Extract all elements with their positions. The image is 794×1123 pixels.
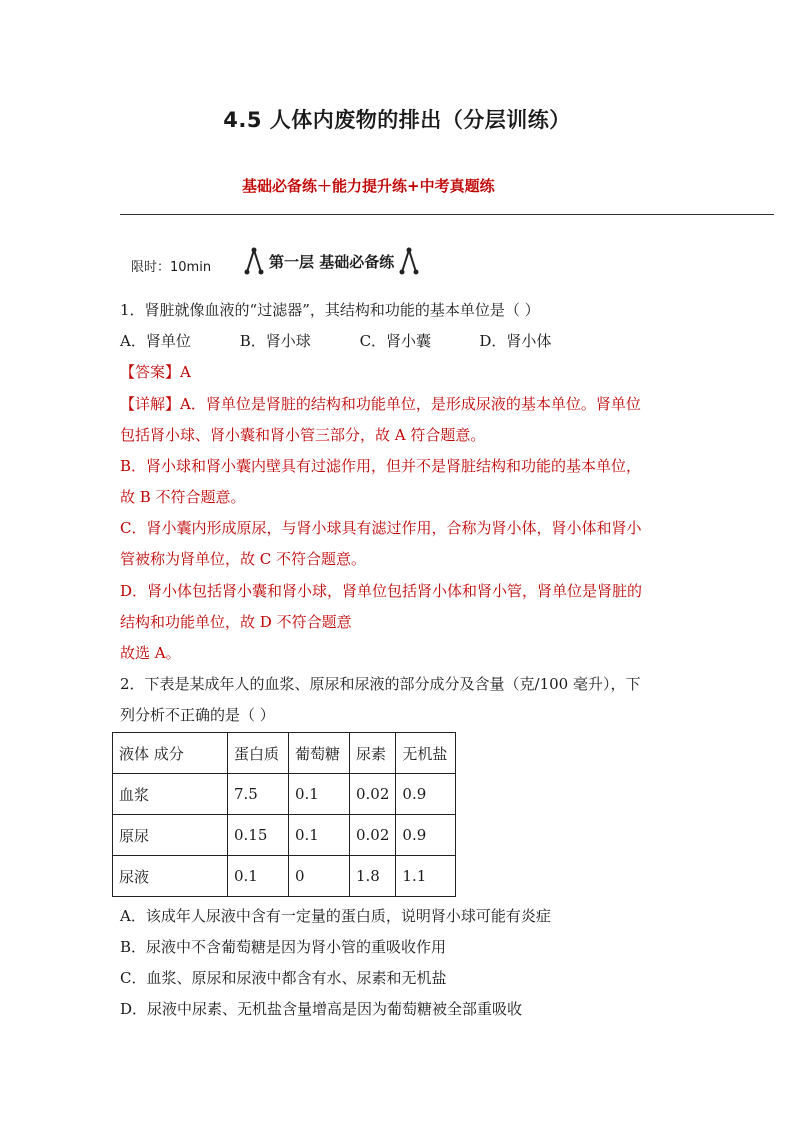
table-header-cell: 葡萄糖 [289,733,350,774]
table-row [113,815,456,856]
table-cell: 1.1 [396,856,456,897]
table-header-cell: 无机盐 [396,733,456,774]
table-cell: 0.02 [350,815,396,856]
table-row [113,856,456,897]
table-cell: 血浆 [113,774,228,815]
q1-answer: 【答案】A [120,363,191,381]
table-cell: 1.8 [350,856,396,897]
q1-option-d: D．肾小体 [479,332,552,350]
table-header-row [113,733,456,774]
q2-option-c: C．血浆、原尿和尿液中都含有水、尿素和无机盐 [120,969,447,987]
table-cell: 0 [289,856,350,897]
explain-line: 包括肾小球、肾小囊和肾小管三部分，故 A 符合题意。 [120,426,486,444]
q1-option-c: C．肾小囊 [359,332,432,350]
table-header-cell: 尿素 [350,733,396,774]
explain-line: B．肾小球和肾小囊内壁具有过滤作用，但并不是肾脏结构和功能的基本单位， [120,457,642,475]
explain-line: 结构和功能单位，故 D 不符合题意 [120,613,352,631]
table-cell: 0.1 [289,815,350,856]
table-header-cell: 液体 成分 [113,733,228,774]
explain-line: 管被称为肾单位，故 C 不符合题意。 [120,550,367,568]
page-title: 4.5 人体内废物的排出（分层训练） [223,108,571,132]
layer-banner [243,246,420,276]
q2-option-b: B．尿液中不含葡萄糖是因为肾小管的重吸收作用 [120,938,447,956]
q2-option-d: D．尿液中尿素、无机盐含量增高是因为葡萄糖被全部重吸收 [120,1000,523,1018]
table-cell: 尿液 [113,856,228,897]
explain-line: C．肾小囊内形成原尿，与肾小球具有滤过作用，合称为肾小体，肾小体和肾小 [120,519,642,537]
explain-line: 故选 A。 [120,644,181,662]
table-cell: 0.02 [350,774,396,815]
header-divider [120,214,774,215]
q1-option-a: A．肾单位 [120,332,191,350]
composition-table [112,732,456,897]
left-ornament-icon [243,246,265,276]
table-header-cell: 蛋白质 [228,733,289,774]
right-ornament-icon [398,246,420,276]
q2-option-a: A．该成年人尿液中含有一定量的蛋白质，说明肾小球可能有炎症 [120,907,551,925]
q1-options [120,331,551,351]
explain-line: 故 B 不符合题意。 [120,488,246,506]
q1-option-b: B．肾小球 [239,332,311,350]
table-cell: 0.15 [228,815,289,856]
q2-stem: 列分析不正确的是（ ） [120,706,275,724]
table-cell: 0.9 [396,815,456,856]
explain-line: D．肾小体包括肾小囊和肾小球，肾单位包括肾小体和肾小管，肾单位是肾脏的 [120,582,643,600]
explain-line: 【详解】A．肾单位是肾脏的结构和功能单位，是形成尿液的基本单位。肾单位 [120,395,641,413]
table-cell: 0.9 [396,774,456,815]
table-cell: 0.1 [289,774,350,815]
table-cell: 原尿 [113,815,228,856]
table-row [113,774,456,815]
q1-stem: 1．肾脏就像血液的“过滤器”，其结构和功能的基本单位是（ ） [120,301,540,319]
time-limit: 限时：10min [131,260,212,275]
layer-label: 第一层 基础必备练 [269,252,395,271]
table-cell: 7.5 [228,774,289,815]
table-cell: 0.1 [228,856,289,897]
page-subtitle: 基础必备练＋能力提升练+中考真题练 [242,177,495,195]
q2-stem: 2．下表是某成年人的血浆、原尿和尿液的部分成分及含量（克/100 毫升），下 [120,675,641,693]
